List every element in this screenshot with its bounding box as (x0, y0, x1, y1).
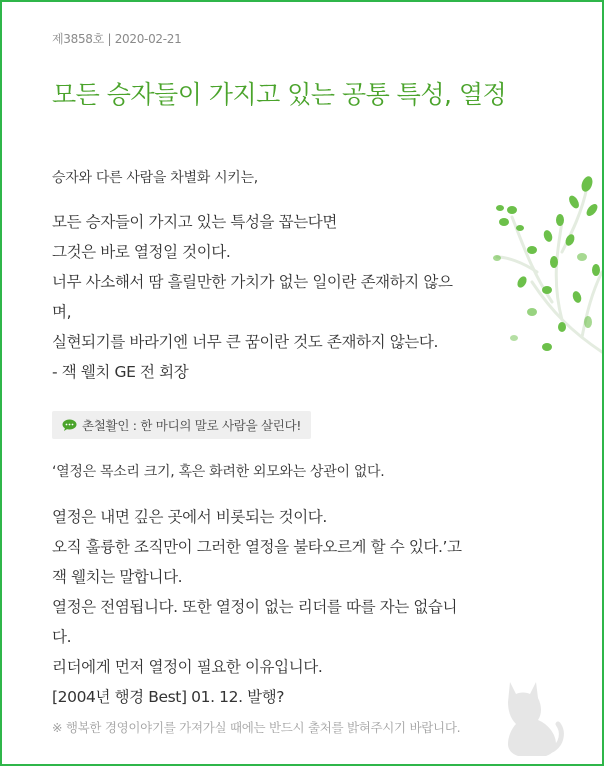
speech-bubble-icon (62, 419, 77, 431)
body-line: 열정은 전염됩니다. 또한 열정이 없는 리더를 따를 자는 없습니 (52, 598, 458, 616)
issue-meta (52, 30, 181, 47)
tree-branch-illustration (492, 162, 602, 362)
paragraph-intro: ‘열정은 목소리 크기, 혹은 화려한 외모와는 상관이 없다. (52, 464, 385, 480)
page-title: 모든 승자들이 가지고 있는 공통 특성, 열정 (52, 80, 507, 109)
quote-line: 모든 승자들이 가지고 있는 특성을 꼽는다면 (52, 213, 337, 231)
body-line: 열정은 내면 깊은 곳에서 비롯되는 것이다. (52, 508, 327, 526)
body-line: 잭 웰치는 말합니다. (52, 568, 183, 586)
copyright-notice: ※ 행복한 경영이야기를 가져가실 때에는 반드시 출처를 밝혀주시기 바랍니다. (52, 720, 461, 735)
cat-silhouette-icon (496, 678, 566, 758)
issue-date: 2020-02-21 (114, 32, 182, 46)
tip-label: 촌철활인 : 한 마디의 말로 사람을 살린다! (82, 418, 302, 433)
quote-block (52, 207, 497, 387)
issue-number: 제3858호 (52, 32, 104, 46)
body-line: 다. (52, 628, 72, 646)
meta-separator: | (107, 32, 112, 46)
body-paragraph (52, 502, 512, 712)
quote-line: 실현되기를 바라기엔 너무 큰 꿈이란 것도 존재하지 않는다. (52, 333, 438, 351)
body-line: 리더에게 먼저 열정이 필요한 이유입니다. (52, 658, 323, 676)
tip-banner[interactable] (52, 411, 311, 439)
quote-line: 며, (52, 303, 72, 321)
quote-line: 그것은 바로 열정일 것이다. (52, 243, 231, 261)
intro-text: 승자와 다른 사람을 차별화 시키는, (52, 170, 258, 186)
body-line: 오직 훌륭한 조직만이 그러한 열정을 불타오르게 할 수 있다.’고 (52, 538, 462, 556)
source-line: [2004년 행경 Best] 01. 12. 발행? (52, 688, 285, 706)
quote-attribution: - 잭 웰치 GE 전 회장 (52, 363, 189, 381)
quote-line: 너무 사소해서 땀 흘릴만한 가치가 없는 일이란 존재하지 않으 (52, 273, 453, 291)
